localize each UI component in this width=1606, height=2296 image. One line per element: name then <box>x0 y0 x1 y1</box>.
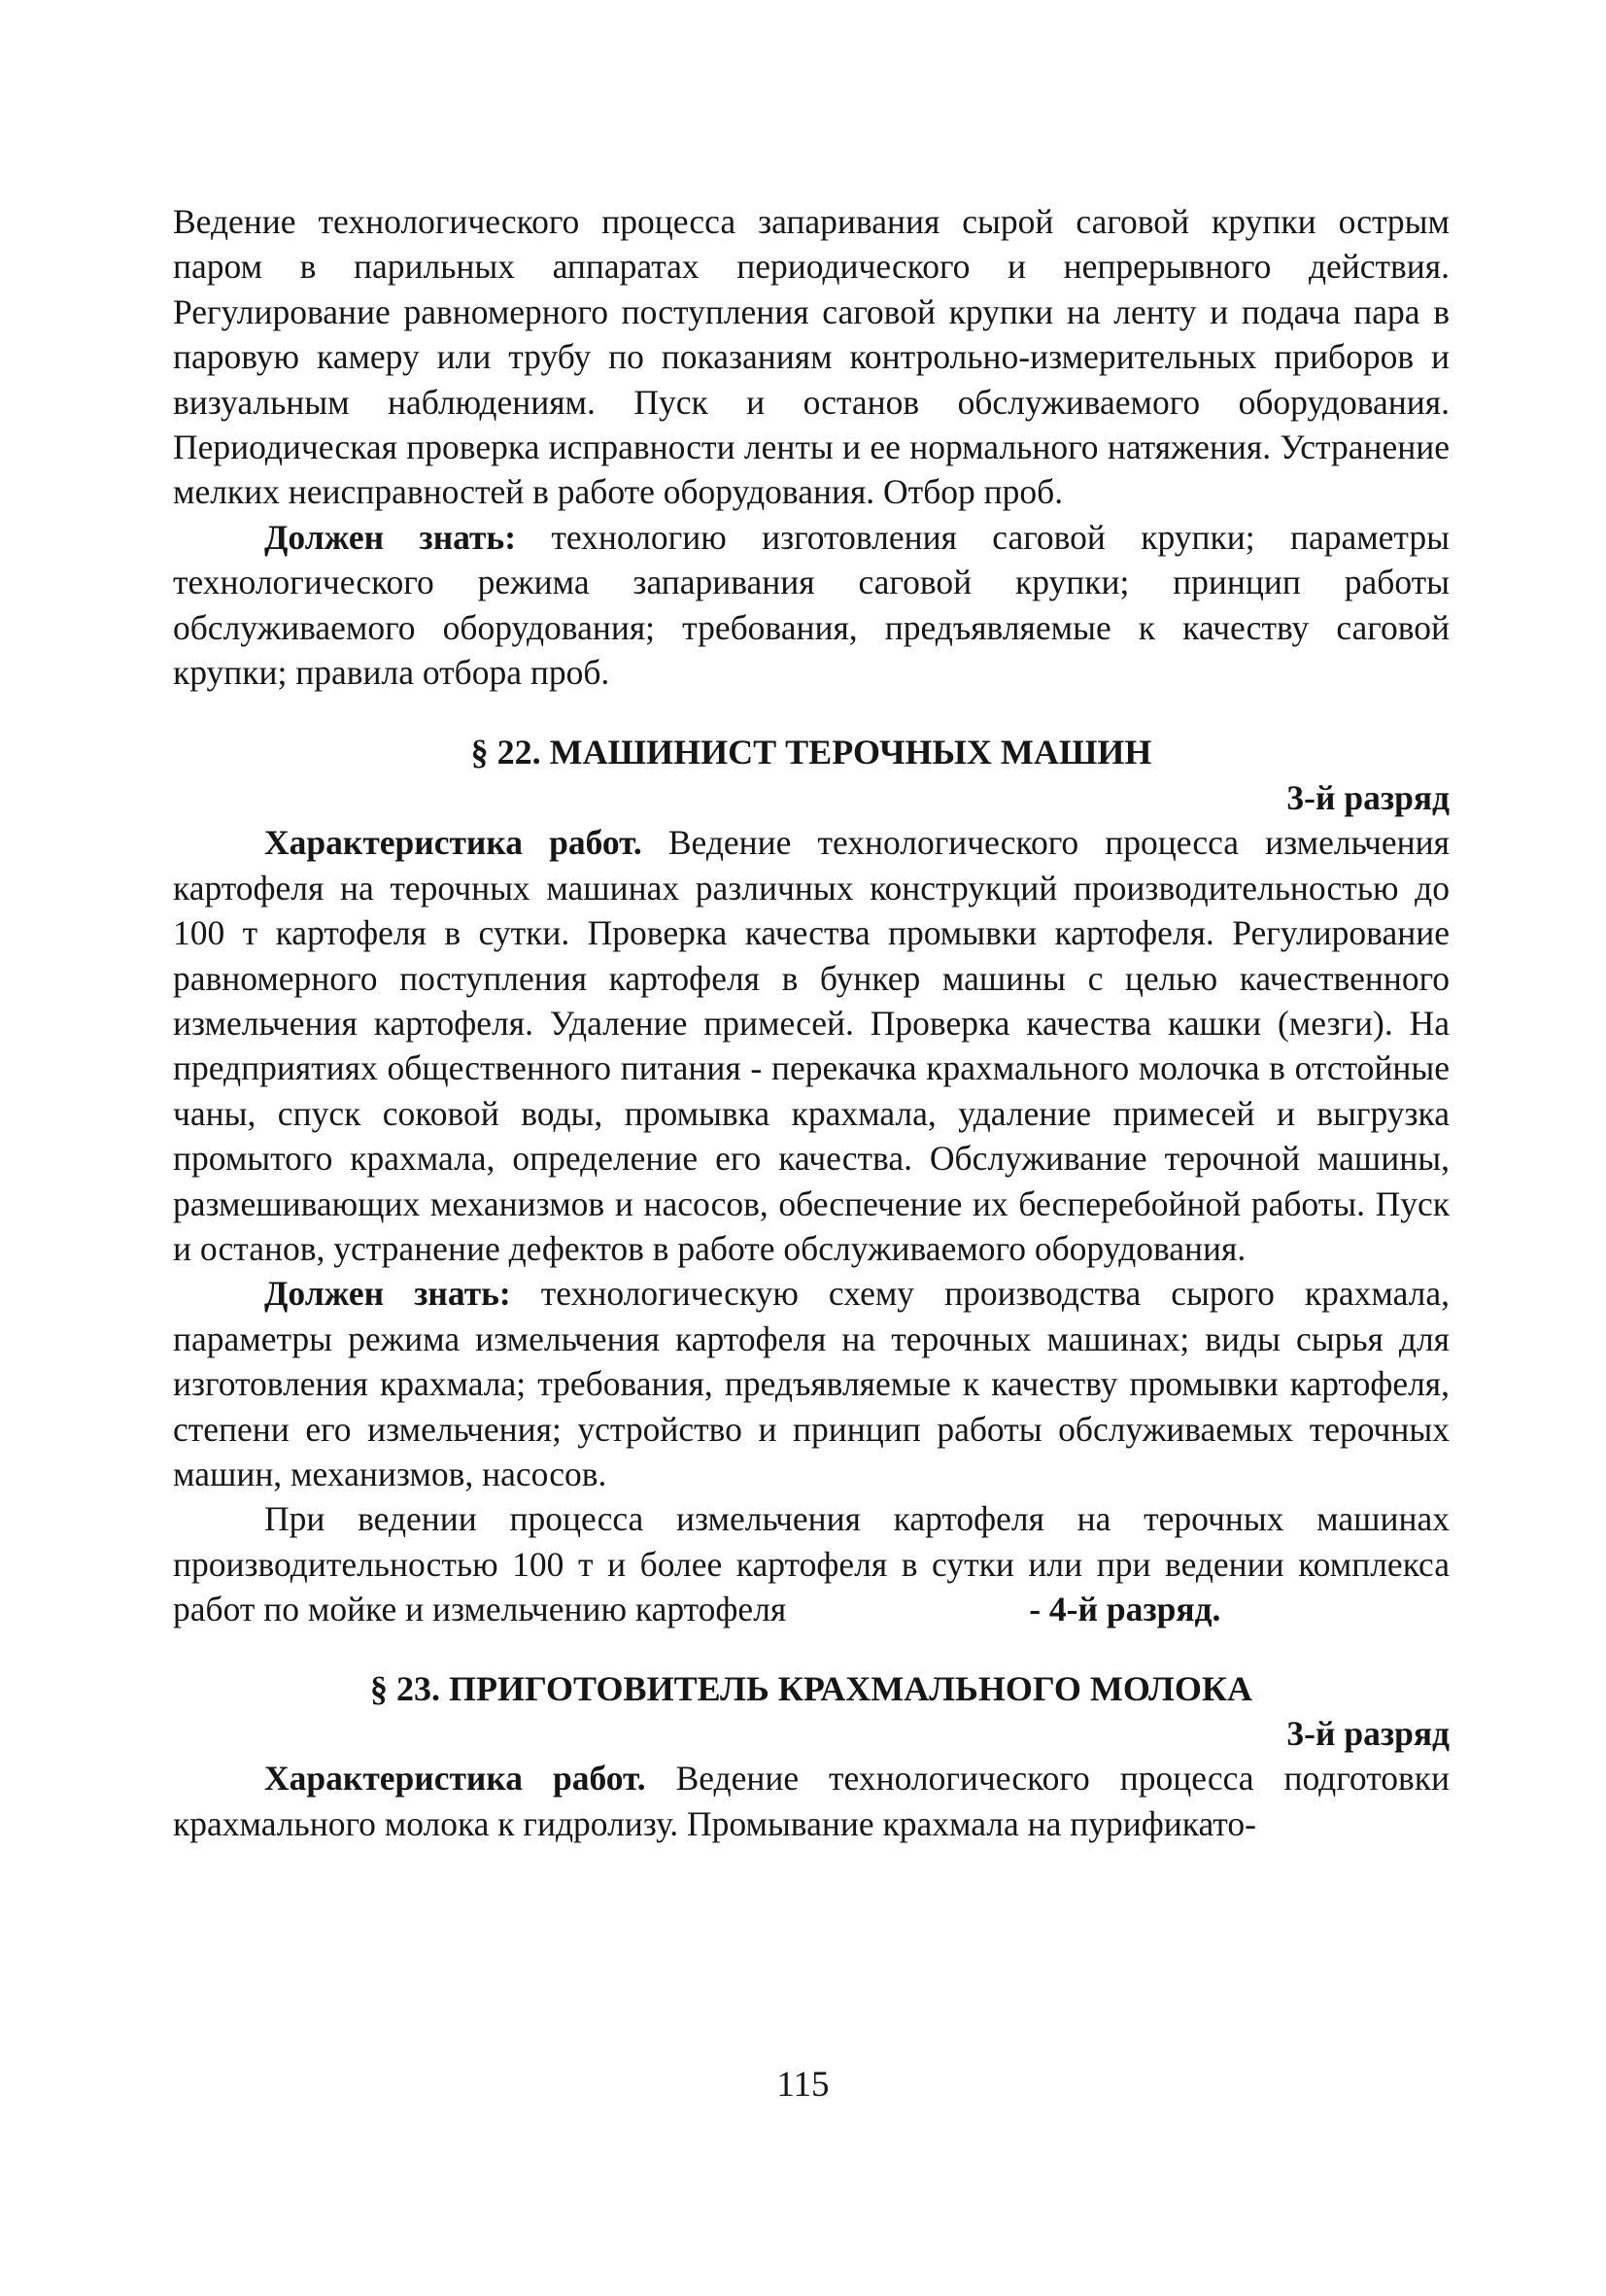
page-number: 115 <box>776 2065 830 2105</box>
extra-text: При ведении процесса измельчения картофеля на терочных машинах производительностью 100 т и более картофеля в сутки или при ведении комплекса работ по мойке и измельчению картофеля <box>173 1499 1450 1629</box>
knowledge-label: Должен знать: <box>264 517 517 557</box>
section-22-characteristics <box>173 820 1450 1271</box>
extra-rank: - 4-й разряд. <box>1029 1590 1221 1629</box>
characteristics-text: Ведение технологического процесса подготовки крахмального молока к гидролизу. Промывание крахмала на пурификато- <box>173 1759 1451 1843</box>
knowledge-text: технологию изготовления саговой крупки; параметры технологического режима запаривания саговой крупки; принцип работы обслуживаемого оборудования; требования, предъявляемые к качеству саговой крупки; правила отбора проб. <box>173 517 1450 693</box>
section-22-knowledge <box>173 1271 1450 1496</box>
document-page <box>173 199 1450 1846</box>
continued-paragraph: Ведение технологического процесса запаривания сырой саговой крупки острым паром в парильных аппаратах периодического и непрерывного действия. Регулирование равномерного поступления саговой крупки на ленту и подача пара в паровую камеру или трубу по показаниям контрольно-измерительных приборов и визуальным наблюдениям. Пуск и останов обслуживаемого оборудования. Периодическая проверка исправности ленты и ее нормального натяжения. Устранение мелких неисправностей в работе оборудования. Отбор проб. <box>173 202 1450 512</box>
characteristics-label: Характеристика работ. <box>264 1759 646 1799</box>
characteristics-text: Ведение технологического процесса измельчения картофеля на терочных машинах различных конструкций производительностью до 100 т картофеля в сутки. Проверка качества промывки картофеля. Регулирование равномерного поступления картофеля в бункер машины с целью качественного измельчения картофеля. Удаление примесей. Проверка качества кашки (мезги). На предприятиях общественного питания - перекачка крахмального молочка в отстойные чаны, спуск соковой воды, промывка крахмала, удаление примесей и выгрузка промытого крахмала, определение его качества. Обслуживание терочной машины, размешивающих механизмов и насосов, обеспечение их бесперебойной работы. Пуск и останов, устранение дефектов в работе обслуживаемого оборудования. <box>173 823 1450 1268</box>
section-23-title: § 23. ПРИГОТОВИТЕЛЬ КРАХМАЛЬНОГО МОЛОКА <box>370 1668 1252 1708</box>
characteristics-label: Характеристика работ. <box>264 823 642 863</box>
section-22-title: § 22. МАШИНИСТ ТЕРОЧНЫХ МАШИН <box>470 733 1152 772</box>
section-22-rank: 3-й разряд <box>1286 777 1450 817</box>
section-23-rank: 3-й разряд <box>1286 1714 1450 1753</box>
section-23-characteristics <box>173 1756 1450 1846</box>
section-22-extra-paragraph <box>173 1496 1450 1631</box>
knowledge-text: технологическую схему производства сырого крахмала, параметры режима измельчения картофеля на терочных машинах; виды сырья для изготовления крахмала; требования, предъявляемые к качеству промывки картофеля, степени его измельчения; устройство и принцип работы обслуживаемых терочных машин, механизмов, насосов. <box>173 1274 1450 1493</box>
knowledge-label: Должен знать: <box>264 1274 511 1314</box>
knowledge-paragraph-top <box>173 515 1450 696</box>
